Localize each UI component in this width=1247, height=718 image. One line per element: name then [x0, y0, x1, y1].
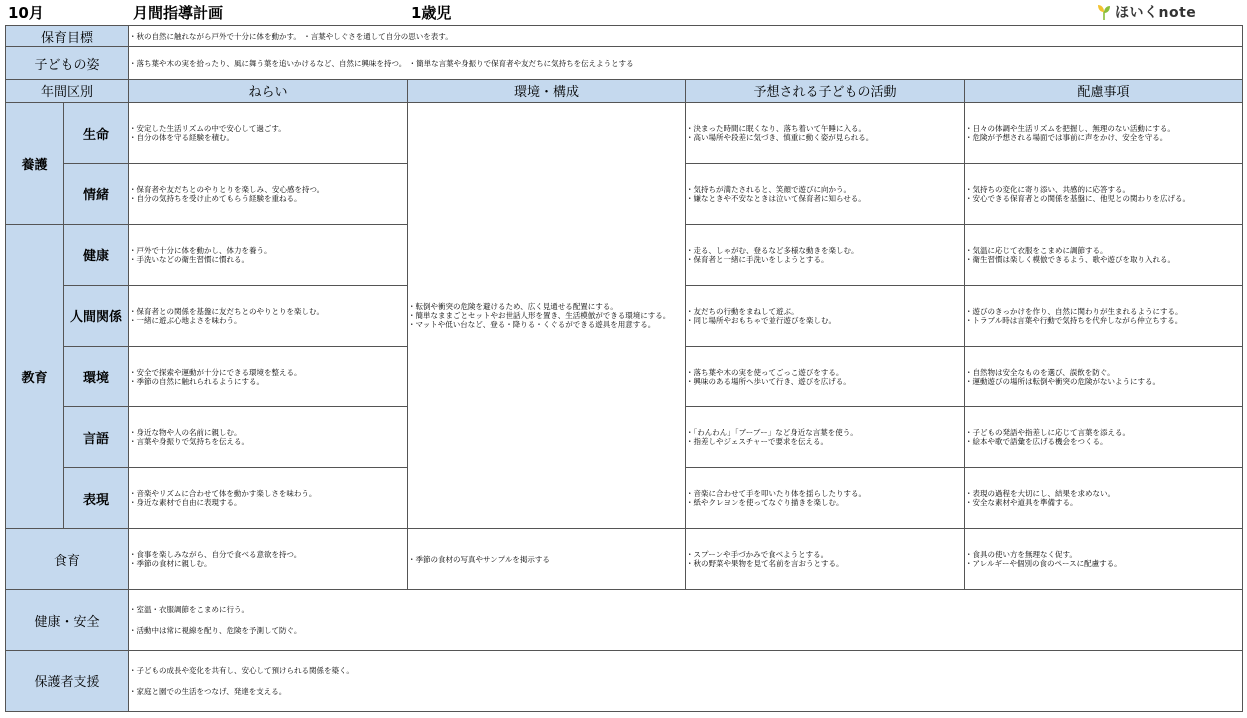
- env-line: ・季節の食材の写真やサンプルを掲示する: [408, 554, 550, 564]
- care-cell: [965, 224, 1243, 285]
- safety-label: 健康・安全: [6, 590, 129, 651]
- aims-line: ・安定した生活リズムの中で安心して過ごす。: [129, 124, 286, 134]
- brand-logo[interactable]: [1097, 3, 1196, 21]
- care-line: ・日々の体調や生活リズムを把握し、無理のない活動にする。: [965, 124, 1175, 134]
- activities-cell: [686, 346, 965, 407]
- activity-line: ・音楽に合わせて手を叩いたり体を揺らしたりする。: [686, 489, 867, 499]
- activity-line: ・友だちの行動をまねして遊ぶ。: [686, 306, 799, 316]
- care-cell: [965, 285, 1243, 346]
- activity-line: ・指差しやジェスチャーで要求を伝える。: [686, 437, 828, 447]
- yougo-category: 養護: [6, 103, 64, 225]
- aims-line: ・身近な物や人の名前に親しむ。: [129, 428, 242, 438]
- aims-line: ・保育者との関係を基盤に友だちとのやりとりを楽しむ。: [129, 306, 325, 316]
- activity-line: ・高い場所や段差に気づき、慎重に動く姿が見られる。: [686, 133, 874, 143]
- activity-line: ・興味のある場所へ歩いて行き、遊びを広げる。: [686, 376, 851, 386]
- env-cell: [408, 529, 686, 590]
- shokuiku-label: 食育: [6, 529, 129, 590]
- aims-line: ・一緒に遊ぶ心地よさを味わう。: [129, 315, 242, 325]
- care-cell: [965, 346, 1243, 407]
- care-line: ・子どもの発語や指差しに応じて言葉を添える。: [965, 428, 1131, 438]
- activity-line: ・嫌なときや不安なときは泣いて保育者に知らせる。: [686, 193, 866, 203]
- care-line: ・表現の過程を大切にし、結果を求めない。: [965, 489, 1116, 499]
- care-line: ・気持ちの変化に寄り添い、共感的に応答する。: [965, 184, 1131, 194]
- guardian-row: [6, 650, 1243, 711]
- row-label: 表現: [64, 468, 129, 529]
- activities-header: 予想される子どもの活動: [686, 79, 965, 102]
- aims-cell: [129, 529, 408, 590]
- aims-cell: [129, 346, 408, 407]
- activity-line: ・スプーンや手づかみで食べようとする。: [686, 550, 829, 560]
- activity-line: ・同じ場所やおもちゃで並行遊びを楽しむ。: [686, 315, 837, 325]
- aims-line: ・安全で探索や運動が十分にできる環境を整える。: [129, 367, 302, 377]
- row-label: 健康: [64, 224, 129, 285]
- aims-cell: [129, 224, 408, 285]
- row-label: 言語: [64, 407, 129, 468]
- activities-cell: [686, 163, 965, 224]
- top-bar: [0, 0, 1247, 22]
- guardian-label: 保護者支援: [6, 650, 129, 711]
- care-cell: [965, 407, 1243, 468]
- care-cell: [965, 103, 1243, 164]
- guardian-text: [129, 650, 1243, 711]
- plan-title: 月間指導計画: [133, 4, 224, 22]
- aims-cell: [129, 468, 408, 529]
- age-label: 1歳児: [411, 4, 452, 22]
- goals-label: 保育目標: [6, 26, 129, 47]
- care-line: ・運動遊びの場所は転倒や衝突の危険がないようにする。: [965, 376, 1161, 386]
- guardian-line: ・子どもの成長や変化を共有し、安心して預けられる関係を築く。: [129, 665, 354, 675]
- aims-line: ・食事を楽しみながら、自分で食べる意欲を持つ。: [129, 550, 302, 560]
- care-line: ・気温に応じて衣服をこまめに調節する。: [965, 245, 1108, 255]
- care-cell: [965, 163, 1243, 224]
- aims-cell: [129, 103, 408, 164]
- care-line: ・アレルギーや個別の食のペースに配慮する。: [965, 559, 1122, 569]
- activity-line: ・秋の野菜や果物を見て名前を言おうとする。: [686, 559, 844, 569]
- care-line: ・遊びのきっかけを作り、自然に関わりが生まれるようにする。: [965, 306, 1183, 316]
- env-shared-cell: [408, 103, 686, 529]
- safety-line: ・室温・衣服調節をこまめに行う。: [129, 605, 250, 615]
- sprout-icon: [1097, 4, 1111, 20]
- activities-cell: [686, 285, 965, 346]
- row-label: 環境: [64, 346, 129, 407]
- child-label: 子どもの姿: [6, 47, 129, 79]
- activities-cell: [686, 103, 965, 164]
- care-line: ・食具の使い方を無理なく促す。: [965, 550, 1077, 560]
- logo-text: ほいくnote: [1115, 5, 1197, 21]
- aims-cell: [129, 163, 408, 224]
- activity-line: ・決まった時間に眠くなり、落ち着いて午睡に入る。: [686, 124, 867, 134]
- env-header: 環境・構成: [408, 79, 686, 102]
- activity-line: ・落ち葉や木の実を使ってごっこ遊びをする。: [686, 367, 844, 377]
- aims-header: ねらい: [129, 79, 408, 102]
- monthly-plan-table: [5, 25, 1243, 712]
- aims-line: ・手洗いなどの衛生習慣に慣れる。: [129, 254, 250, 264]
- goals-row: [6, 26, 1243, 47]
- child-row: [6, 47, 1243, 79]
- row-label: 人間関係: [64, 285, 129, 346]
- child-text: ・落ち葉や木の実を拾ったり、風に舞う葉を追いかけるなど、自然に興味を持つ。 ・簡単な言葉や身振りで保育者や友だちに気持ちを伝えようとする: [129, 47, 1243, 79]
- safety-line: ・活動中は常に視線を配り、危険を予測して防ぐ。: [129, 626, 302, 636]
- env-line: ・簡単なままごとセットやお世話人形を置き、生活模倣ができる環境にする。: [408, 311, 671, 321]
- activities-cell: [686, 529, 965, 590]
- activity-line: ・紙やクレヨンを使ってなぐり描きを楽しむ。: [686, 498, 844, 508]
- aims-line: ・保育者や友だちとのやりとりを楽しみ、安心感を持つ。: [129, 184, 325, 194]
- care-cell: [965, 529, 1243, 590]
- activity-line: ・保育者と一緒に手洗いをしようとする。: [686, 254, 829, 264]
- activities-cell: [686, 468, 965, 529]
- guardian-line: ・家庭と園での生活をつなげ、発達を支える。: [129, 686, 287, 696]
- env-line: ・マットや低い台など、登る・降りる・くぐるができる遊具を用意する。: [408, 320, 656, 330]
- aims-line: ・季節の食材に親しむ。: [129, 559, 212, 569]
- env-line: ・転倒や衝突の危険を避けるため、広く見通せる配置にする。: [408, 302, 618, 312]
- care-line: ・危険が予想される場面では事前に声をかけ、安全を守る。: [965, 133, 1168, 143]
- activity-line: ・気持ちが満たされると、笑顔で遊びに向かう。: [686, 184, 852, 194]
- care-header: 配慮事項: [965, 79, 1243, 102]
- aims-line: ・身近な素材で自由に表現する。: [129, 498, 242, 508]
- column-header-row: [6, 79, 1243, 102]
- table-row: [6, 103, 1243, 164]
- aims-line: ・音楽やリズムに合わせて体を動かす楽しさを味わう。: [129, 489, 317, 499]
- aims-line: ・自分の気持ちを受け止めてもらう経験を重ねる。: [129, 193, 302, 203]
- safety-text: [129, 590, 1243, 651]
- care-line: ・自然物は安全なものを選び、誤飲を防ぐ。: [965, 367, 1115, 377]
- aims-line: ・自分の体を守る経験を積む。: [129, 133, 235, 143]
- aims-cell: [129, 285, 408, 346]
- kyouiku-category: 教育: [6, 224, 64, 528]
- aims-line: ・季節の自然に触れられるようにする。: [129, 376, 265, 386]
- activity-line: ・「わんわん」「ブーブー」など身近な言葉を使う。: [686, 428, 858, 438]
- safety-row: [6, 590, 1243, 651]
- row-label: 生命: [64, 103, 129, 164]
- aims-line: ・言葉や身振りで気持ちを伝える。: [129, 437, 250, 447]
- row-label: 情緒: [64, 163, 129, 224]
- aims-cell: [129, 407, 408, 468]
- care-line: ・安全な素材や道具を準備する。: [965, 498, 1078, 508]
- care-line: ・絵本や歌で語彙を広げる機会をつくる。: [965, 437, 1108, 447]
- aims-line: ・戸外で十分に体を動かし、体力を養う。: [129, 245, 272, 255]
- period-header: 年間区別: [6, 79, 129, 102]
- activity-line: ・走る、しゃがむ、登るなど多様な動きを楽しむ。: [686, 245, 859, 255]
- care-cell: [965, 468, 1243, 529]
- shokuiku-row: [6, 529, 1243, 590]
- month-label: 10月: [8, 4, 44, 22]
- care-line: ・トラブル時は言葉や行動で気持ちを代弁しながら仲立ちする。: [965, 315, 1183, 325]
- care-line: ・安心できる保育者との関係を基盤に、他児との関わりを広げる。: [965, 193, 1191, 203]
- activities-cell: [686, 407, 965, 468]
- care-line: ・衛生習慣は楽しく模倣できるよう、歌や遊びを取り入れる。: [965, 254, 1176, 264]
- activities-cell: [686, 224, 965, 285]
- goals-text: ・秋の自然に触れながら戸外で十分に体を動かす。 ・言葉やしぐさを通して自分の思いを表す。: [129, 26, 1243, 47]
